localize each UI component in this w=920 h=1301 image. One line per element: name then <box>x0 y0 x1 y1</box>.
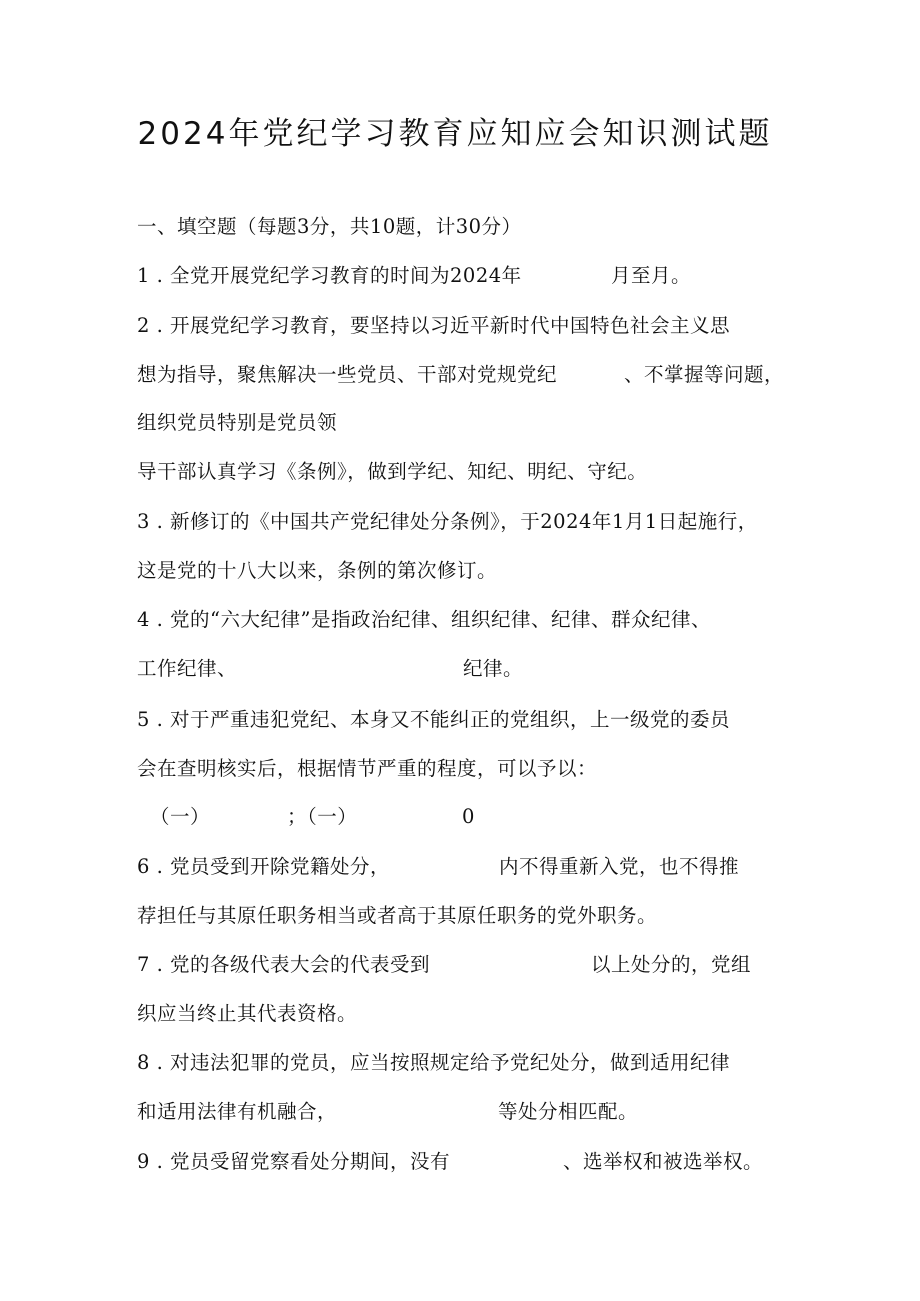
question-5-line-3b: ；（一） <box>287 805 358 828</box>
question-2-line-2b: 、不掌握等问题， <box>624 363 785 386</box>
question-8-line-2b: 等处分相匹配。 <box>498 1100 639 1123</box>
question-4-line-2a: 工作纪律、 <box>137 657 238 680</box>
question-4-line-1: 4 . 党的“六大纪律”是指政治纪律、组织纪律、纪律、群众纪律、 <box>137 608 711 631</box>
question-3-line-1: 3 . 新修订的《中国共产党纪律处分条例》，于2024年1月1日起施行， <box>137 510 758 533</box>
document-title: 2024年党纪学习教育应知应会知识测试题 <box>137 116 773 152</box>
question-5-line-3c: 0 <box>462 805 475 828</box>
question-7-line-2: 织应当终止其代表资格。 <box>137 1002 358 1025</box>
question-1 <box>137 261 522 291</box>
question-6-line-1a: 6 . 党员受到开除党籍处分， <box>137 855 391 878</box>
question-8-line-1: 8 . 对违法犯罪的党员，应当按照规定给予党纪处分，做到适用纪律 <box>137 1051 731 1074</box>
question-7-line-1b: 以上处分的，党组 <box>591 953 752 976</box>
question-6-line-1b: 内不得重新入党，也不得推 <box>499 855 740 878</box>
question-6-line-2: 荐担任与其原任职务相当或者高于其原任职务的党外职务。 <box>137 904 658 927</box>
question-2-line-1: 2 . 开展党纪学习教育，要坚持以习近平新时代中国特色社会主义思 <box>137 314 731 337</box>
question-8-line-2a: 和适用法律有机融合， <box>137 1100 338 1123</box>
question-2-line-3: 组织党员特别是党员领 <box>137 411 338 434</box>
question-1-text-a: 1 . 全党开展党纪学习教育的时间为2024年 <box>137 264 522 287</box>
question-5-line-1: 5 . 对于严重违犯党纪、本身又不能纠正的党组织，上一级党的委员 <box>137 708 731 731</box>
question-2-line-4: 导干部认真学习《条例》，做到学纪、知纪、明纪、守纪。 <box>137 460 648 483</box>
question-7-line-1a: 7 . 党的各级代表大会的代表受到 <box>137 953 431 976</box>
question-9-line-1a: 9 . 党员受留党察看处分期间，没有 <box>137 1150 451 1173</box>
question-3-line-2: 这是党的十八大以来，条例的第次修订。 <box>137 559 498 582</box>
question-4-line-2b: 纪律。 <box>463 657 524 680</box>
question-5-line-2: 会在查明核实后，根据情节严重的程度，可以予以： <box>137 757 598 780</box>
question-2-line-2a: 想为指导，聚焦解决一些党员、干部对党规党纪 <box>137 363 558 386</box>
question-9-line-1b: 、选举权和被选举权。 <box>563 1150 764 1173</box>
question-5-line-3a: （一） <box>150 805 211 828</box>
question-1-text-b: 月至月。 <box>611 264 692 287</box>
section-heading: 一、填空题（每题3分，共10题，计30分） <box>137 215 522 238</box>
